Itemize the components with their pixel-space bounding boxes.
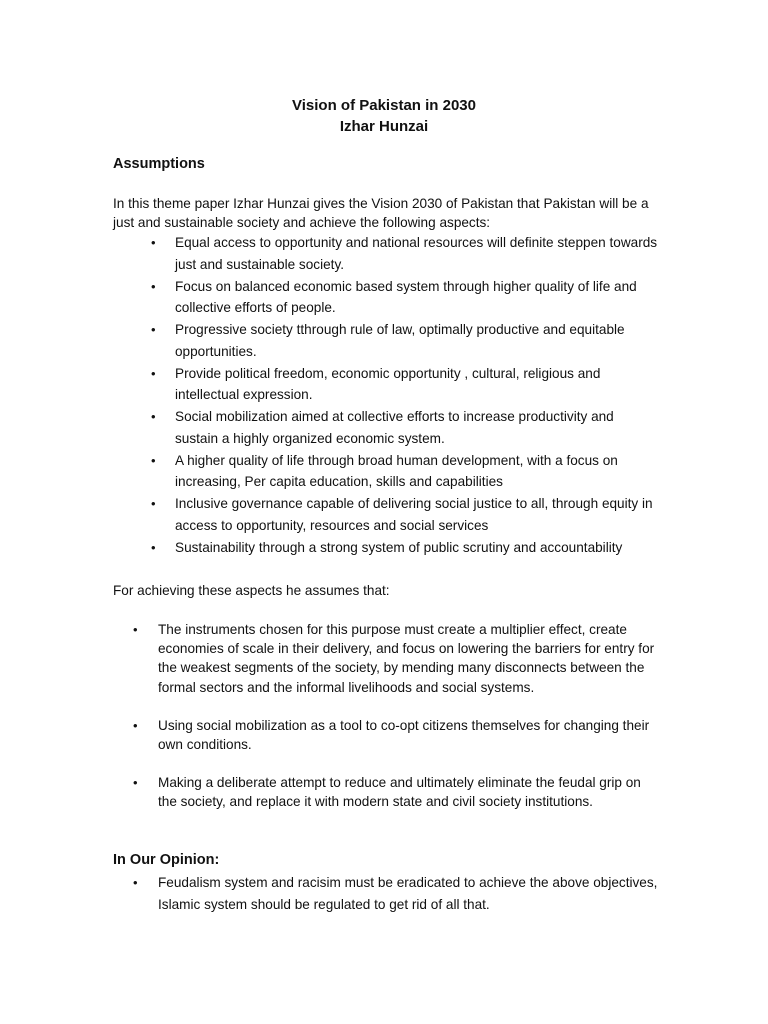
bullet-icon: • [133,875,138,890]
bullet-icon: • [151,278,156,294]
list-item-text: Feudalism system and racisim must be eradicated to achieve the above objectives, Islamic system should be regulated to get rid of all that. [158,875,658,912]
list-item-text: Making a deliberate attempt to reduce and ultimately eliminate the feudal grip on the society, and replace it with modern state and civil society institutions. [158,775,641,810]
list-item-text: A higher quality of life through broad human development, with a focus on increasing, Per capita education, skills and capabilities [175,452,618,489]
list-item [113,450,658,493]
list-item [113,716,658,754]
bullet-icon: • [151,539,156,555]
list-item-text: Using social mobilization as a tool to co-opt citizens themselves for changing their own conditions. [158,717,650,753]
bullet-icon: • [151,365,156,381]
bullet-icon: • [151,235,156,250]
list-item-text: Focus on balanced economic based system through higher quality of life and collective efforts of people. [175,278,637,315]
list-item [113,276,658,319]
document-title: Vision of Pakistan in 2030 [292,97,476,114]
list-item [113,363,658,406]
list-item [113,493,658,536]
list-item-text: Provide political freedom, economic opportunity , cultural, religious and intellectual expression. [175,365,601,402]
bullet-icon: • [133,622,138,637]
list-item [113,232,658,275]
bullet-icon: • [151,322,156,337]
opinion-heading: In Our Opinion: [113,852,220,868]
assumes-intro: For achieving these aspects he assumes that: [113,583,390,598]
list-item-text: Equal access to opportunity and national resources will definite steppen towards just and sustainable society. [175,235,658,272]
document-author: Izhar Hunzai [339,118,429,135]
list-item [113,319,658,362]
bullet-icon: • [151,496,156,511]
bullet-icon: • [133,717,138,733]
assumptions-list [113,620,658,831]
list-item [113,620,658,697]
assumptions-heading: Assumptions [113,156,205,172]
list-item [113,537,658,559]
list-item-text: Sustainability through a strong system of public scrutiny and accountability [175,539,623,555]
title-block [0,95,768,137]
list-item [113,406,658,449]
list-item-text: Progressive society tthrough rule of law, optimally productive and equitable opportunities. [175,322,625,359]
bullet-icon: • [133,775,138,791]
list-item [113,773,658,811]
list-item-text: The instruments chosen for this purpose must create a multiplier effect, create economies of scale in their delivery, and focus on lowering the barriers for entry for the weakest segments of the society, by mending many disconnects between the formal sectors and the informal livelihoods and social systems. [158,622,655,695]
intro-paragraph: In this theme paper Izhar Hunzai gives the Vision 2030 of Pakistan that Pakistan will be a just and sustainable society and achieve the following aspects: [113,196,649,230]
opinion-list [113,872,658,915]
bullet-icon: • [151,452,156,468]
bullet-icon: • [151,409,156,424]
aspects-list [113,232,658,559]
list-item [113,872,658,915]
list-item-text: Inclusive governance capable of delivering social justice to all, through equity in access to opportunity, resources and social services [175,496,653,533]
list-item-text: Social mobilization aimed at collective efforts to increase productivity and sustain a highly organized economic system. [175,409,614,446]
